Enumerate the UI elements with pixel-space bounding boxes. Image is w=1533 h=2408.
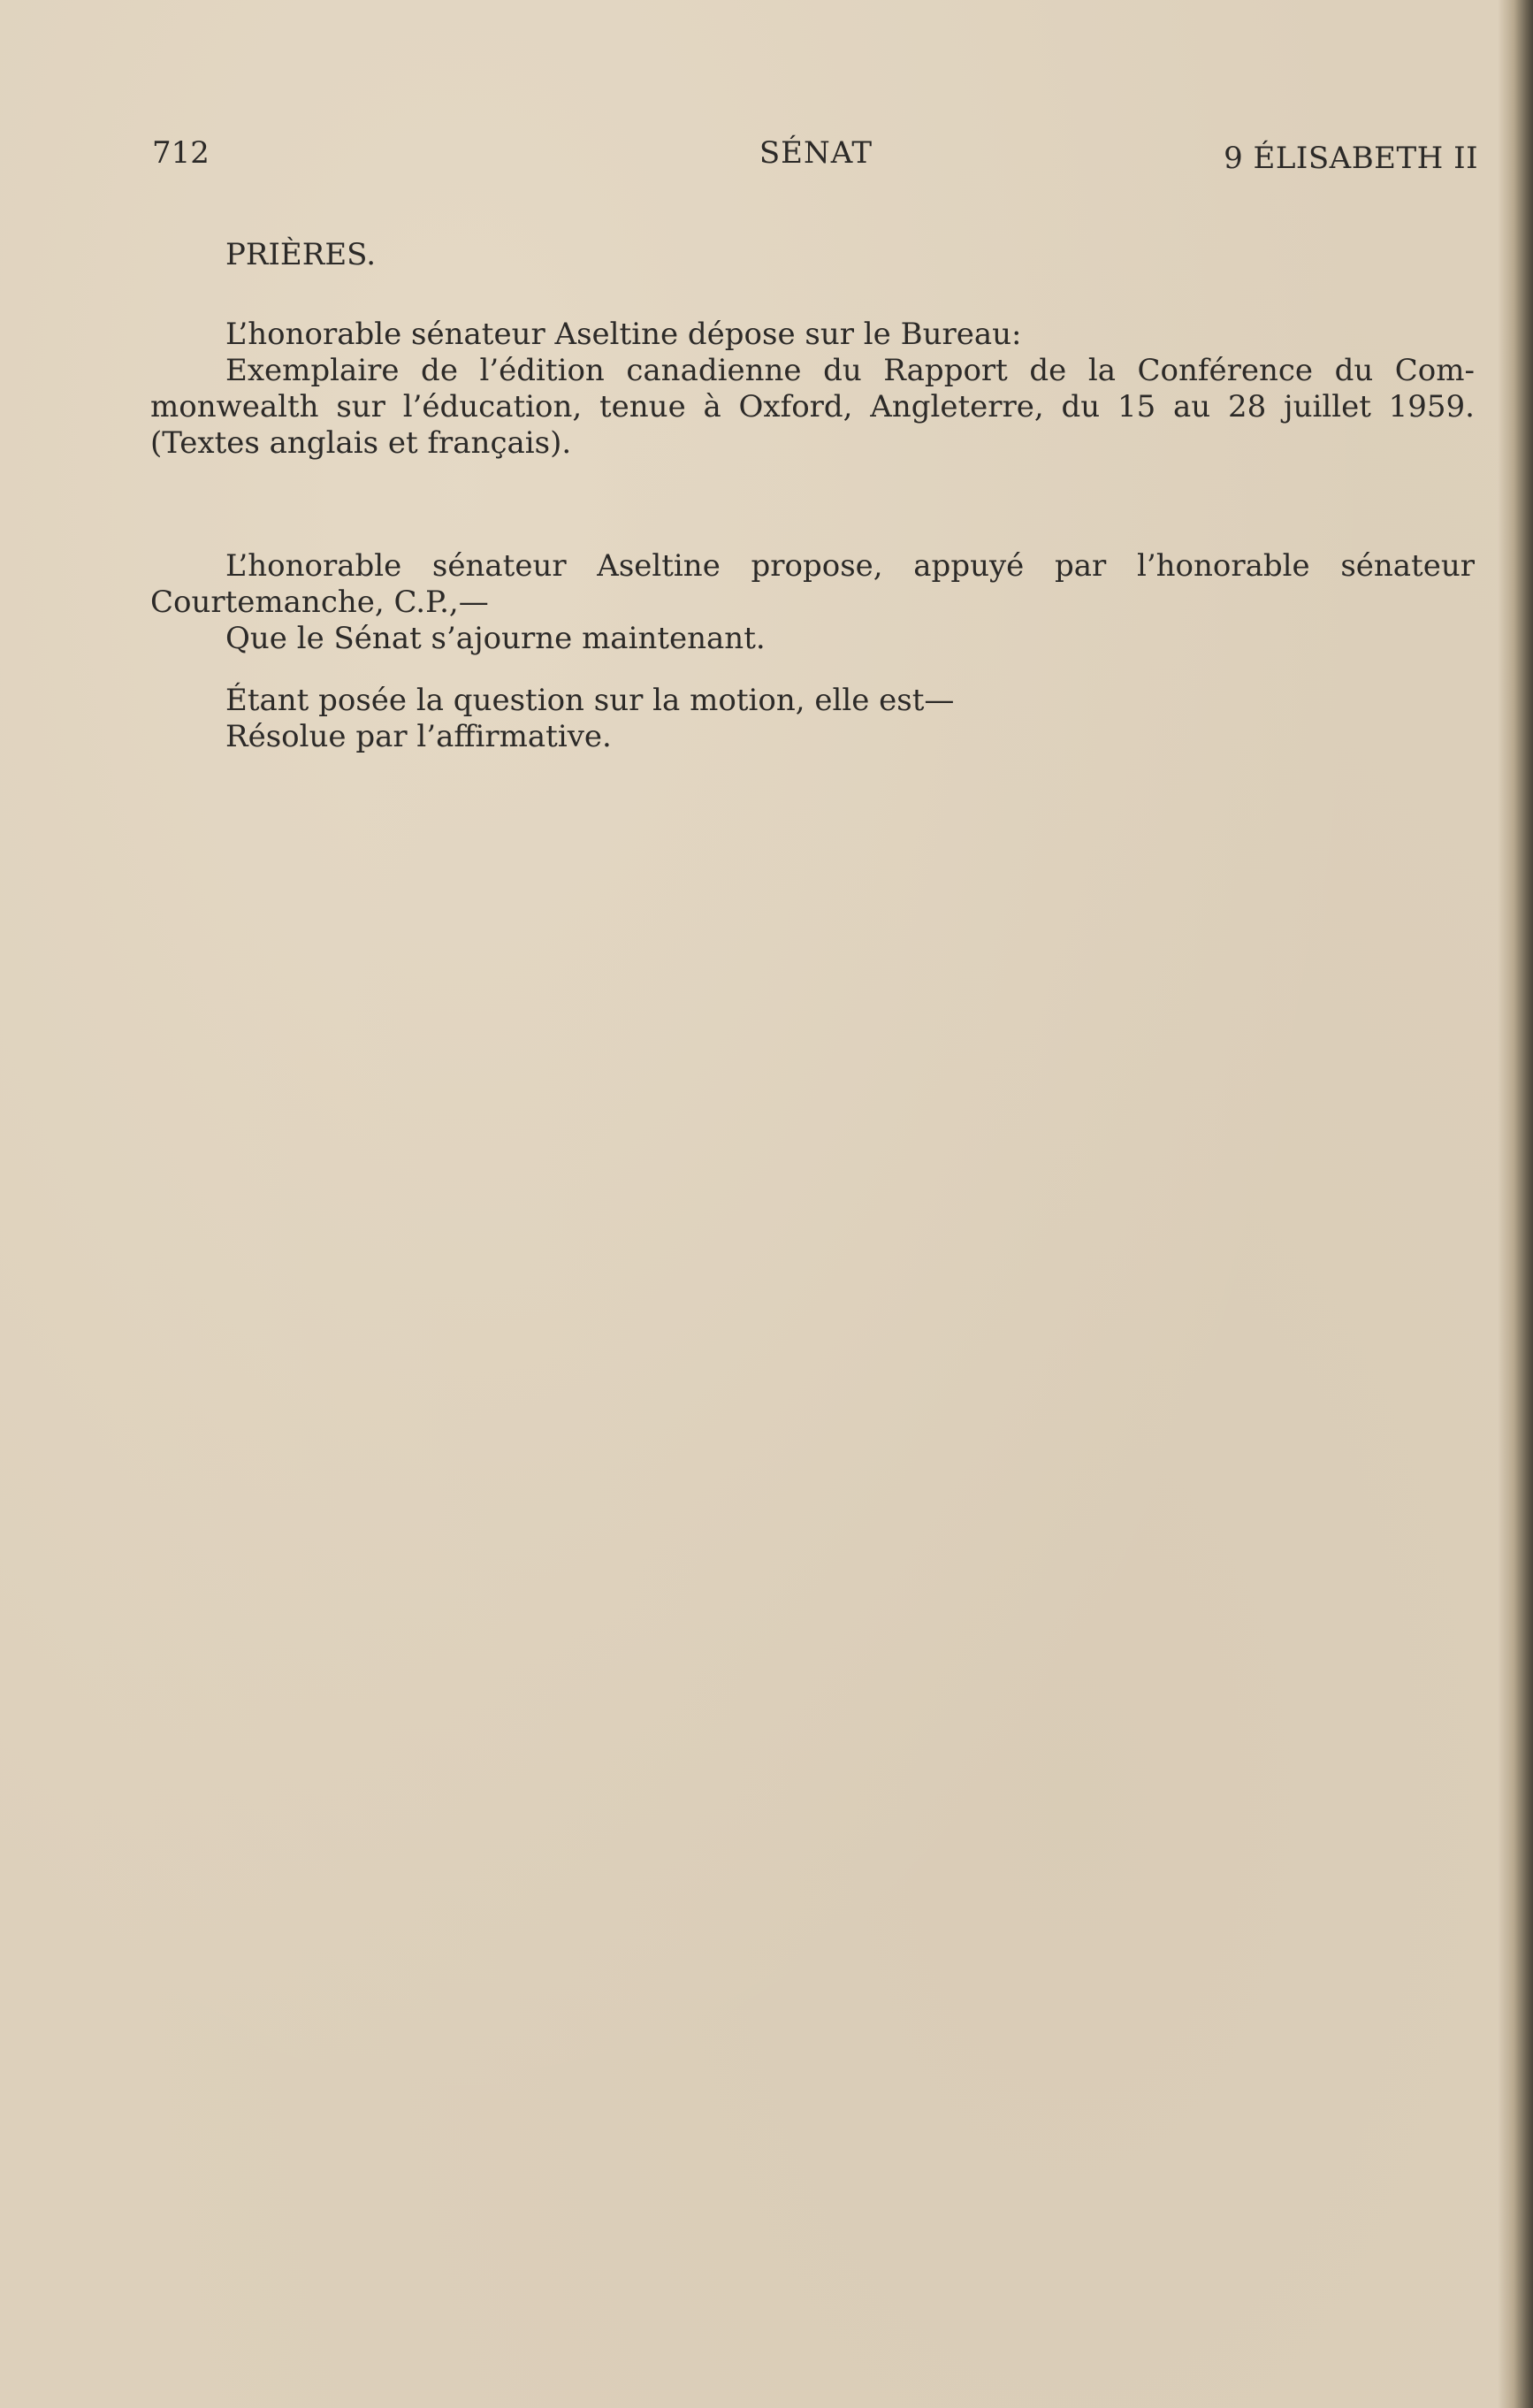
motion-line-2: Courtemanche, C.P.,—	[150, 585, 489, 620]
motion-block	[150, 548, 1475, 657]
prayers-heading-block	[150, 237, 1475, 273]
page-number: 712	[152, 135, 210, 171]
document-line-3: (Textes anglais et français).	[150, 425, 572, 461]
prayers-heading: PRIÈRES.	[225, 237, 377, 272]
resolved-paragraph: Résolue par l’affirmative.	[225, 719, 612, 754]
question-paragraph: Étant posée la question sur la motion, elle est—	[225, 683, 955, 718]
motion-line-1: L’honorable sénateur Aseltine propose, appuyé par l’honorable sénateur	[225, 548, 1475, 584]
document-line-1: Exemplaire de l’édition canadienne du Rapport de la Conférence du Com-	[225, 353, 1475, 388]
page-binding-edge	[1498, 0, 1533, 2408]
question-block	[150, 683, 1475, 755]
adjourn-paragraph: Que le Sénat s’ajourne maintenant.	[225, 621, 766, 656]
document-line-2: monwealth sur l’éducation, tenue à Oxford, Angleterre, du 15 au 28 juillet 1959.	[150, 389, 1475, 424]
tabling-block	[150, 317, 1475, 462]
running-head	[152, 131, 1478, 175]
page-title: SÉNAT	[759, 135, 873, 171]
regnal-year: 9 ÉLISABETH II	[1224, 141, 1478, 176]
tabling-paragraph: L’honorable sénateur Aseltine dépose sur le Bureau:	[225, 317, 1022, 352]
